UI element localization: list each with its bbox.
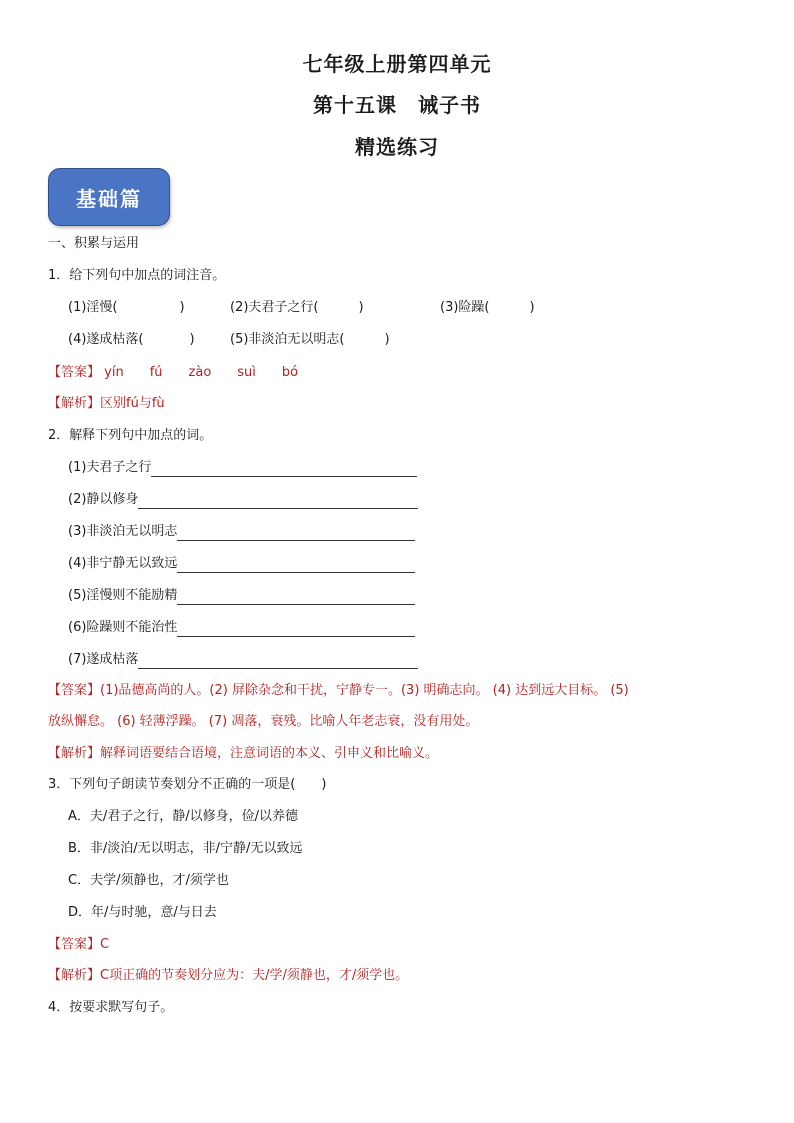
q2-item-3 <box>68 523 415 541</box>
q2-item-text: (7)遂成枯落 <box>68 652 139 667</box>
q3-option-a: A．夫/君子之行，静/以修身，俭/以养德 <box>68 809 299 824</box>
analysis-text: 解释词语要结合语境，注意词语的本义、引申义和比喻义。 <box>100 746 439 761</box>
q1-item-3 <box>440 299 535 317</box>
lesson-title: 第十五课 诫子书 <box>313 93 481 117</box>
q2-analysis <box>48 745 438 763</box>
fill-line <box>177 622 415 637</box>
fill-line <box>177 558 415 573</box>
answer-tag: 【答案】 <box>48 683 101 698</box>
q1-item-4 <box>68 331 195 349</box>
unit-title: 七年级上册第四单元 <box>302 52 492 76</box>
analysis-tag: 【解析】 <box>48 396 101 411</box>
exercise-title: 精选练习 <box>355 135 439 159</box>
analysis-tag: 【解析】 <box>48 968 101 983</box>
q1-item-5 <box>230 331 390 349</box>
pinyin-1: yín <box>104 365 124 380</box>
pinyin-4: suì <box>237 365 256 380</box>
q2-answer-continued: 放纵懈怠。 (6) 轻薄浮躁。 (7) 凋落，衰残。比喻人年老志衰，没有用处。 <box>48 714 479 729</box>
fill-line <box>177 590 415 605</box>
question-2-prompt: 2．解释下列句中加点的词。 <box>48 428 213 443</box>
q2-item-4 <box>68 555 415 573</box>
q2-item-text: (2)静以修身 <box>68 492 139 507</box>
q2-item-1 <box>68 459 417 477</box>
q2-item-6 <box>68 619 415 637</box>
q2-item-5 <box>68 587 415 605</box>
answer-text: (1)品德高尚的人。(2) 屏除杂念和干扰，宁静专一。(3) 明确志向。 (4) 达到远大目标。 (5) <box>100 683 629 698</box>
q1-answer <box>48 364 324 382</box>
q1-item-2 <box>230 299 364 317</box>
q3-option-c: C．夫学/须静也，才/须学也 <box>68 873 229 888</box>
analysis-tag: 【解析】 <box>48 746 101 761</box>
q1-item-4-text: (4)遂成枯落( <box>68 332 144 347</box>
level-badge: 基础篇 <box>48 168 170 226</box>
section-heading: 一、积累与运用 <box>48 236 140 251</box>
answer-tag: 【答案】 <box>48 937 101 952</box>
analysis-text: 区别fú与fù <box>100 396 165 411</box>
q1-item-3-text: (3)险躁( <box>440 300 490 315</box>
fill-line <box>177 526 415 541</box>
close-paren: ) <box>384 332 390 347</box>
q3-answer <box>48 936 109 954</box>
q1-item-2-text: (2)夫君子之行( <box>230 300 319 315</box>
pinyin-2: fú <box>149 365 163 380</box>
close-paren: ) <box>189 332 195 347</box>
fill-line <box>138 494 418 509</box>
q3-analysis <box>48 967 408 985</box>
answer-tag: 【答案】 <box>48 365 101 380</box>
question-3-prompt: 3．下列句子朗读节奏划分不正确的一项是( ) <box>48 777 327 792</box>
analysis-text: C项正确的节奏划分应为：夫/学/须静也，才/须学也。 <box>100 968 409 983</box>
q2-item-text: (3)非淡泊无以明志 <box>68 524 178 539</box>
close-paren: ) <box>179 300 185 315</box>
q2-item-text: (5)淫慢则不能励精 <box>68 588 178 603</box>
question-4-prompt: 4．按要求默写句子。 <box>48 1000 174 1015</box>
q1-item-1-text: (1)淫慢( <box>68 300 118 315</box>
q2-item-text: (6)险躁则不能治性 <box>68 620 178 635</box>
q1-analysis <box>48 395 165 413</box>
q3-option-b: B．非/淡泊/无以明志，非/宁静/无以致远 <box>68 841 303 856</box>
q1-item-1 <box>68 299 185 317</box>
q2-answer <box>48 682 629 700</box>
close-paren: ) <box>529 300 535 315</box>
fill-line <box>138 654 418 669</box>
q2-item-text: (4)非宁静无以致远 <box>68 556 178 571</box>
fill-line <box>151 462 417 477</box>
q2-item-text: (1)夫君子之行 <box>68 460 152 475</box>
q2-item-2 <box>68 491 418 509</box>
q1-item-5-text: (5)非淡泊无以明志( <box>230 332 345 347</box>
q2-item-7 <box>68 651 418 669</box>
answer-text: C <box>100 937 110 952</box>
close-paren: ) <box>358 300 364 315</box>
question-1-prompt: 1．给下列句中加点的词注音。 <box>48 268 226 283</box>
pinyin-3: zào <box>188 365 212 380</box>
q3-option-d: D．年/与时驰，意/与日去 <box>68 905 217 920</box>
pinyin-5: bó <box>281 365 299 380</box>
